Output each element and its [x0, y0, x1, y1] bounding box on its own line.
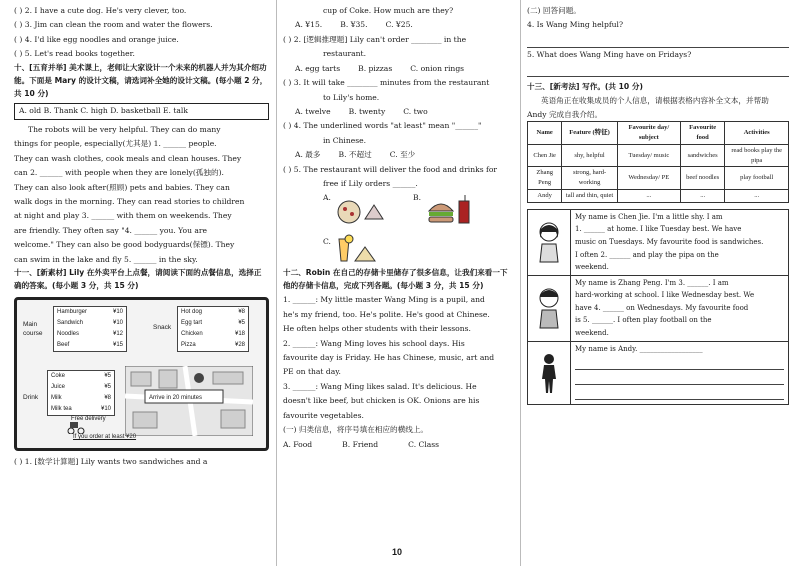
menu-item: Milk ¥8: [51, 394, 111, 401]
section-13-heading: 十三、[新考法] 写作。(共 10 分): [527, 82, 643, 92]
option: C. two: [403, 106, 428, 116]
q-line: ( ) 4. I'd like egg noodles and orange juice.: [14, 34, 179, 44]
self-intro-cards: [527, 209, 789, 405]
menu-item: Beef ¥15: [57, 341, 123, 348]
passage-line: things for people, especially(尤其是) 1. ______ people.: [14, 139, 217, 149]
options: [283, 18, 513, 32]
card-line: weekend.: [575, 263, 609, 272]
q-line: to Lily's home.: [323, 92, 380, 102]
menu-item: Milk tea ¥10: [51, 405, 111, 412]
option-a: A.: [323, 193, 331, 203]
answer-line[interactable]: [527, 33, 789, 48]
option: B. twenty: [348, 106, 386, 116]
card-line: music on Tuesdays. My favourite food is sandwiches.: [575, 237, 764, 246]
passage-line: 2. ______: Wang Ming loves his school days. His: [283, 338, 465, 348]
table-header: Favourite day/ subject: [617, 122, 680, 145]
q-line: restaurant.: [323, 49, 367, 59]
member-info-table: [527, 121, 789, 202]
subsection-heading: (二) 回答问题。: [527, 6, 581, 15]
section-10-heading: 十、[五育并举] 美术课上，老师让大家设计一个未来的机器人并为其介绍功能。下面是 Mary 的设计文稿，请选词补全她的设计文稿。(每小题 2 分，共 10 分): [14, 62, 268, 98]
table-header-row: [528, 122, 789, 145]
passage-line: welcome." They can also be good bodyguards(保镖). They: [14, 240, 235, 250]
options: [283, 105, 513, 119]
option: B. ¥35.: [340, 20, 368, 30]
option: B. Friend: [342, 439, 379, 449]
table-row: Chen Jie shy, helpful Tuesday/ music sandwiches read books play the pipa: [528, 144, 789, 167]
section-12-heading: 十二、Robin 在自己的存储卡里储存了很多信息，让我们来看一下他的存储卡信息，完成下列各题。(每小题 3 分，共 15 分): [283, 268, 508, 291]
passage-line: The robots will be very helpful. They can do many: [28, 124, 221, 134]
passage-line: he's my friend, too. He's polite. He's good at Chinese.: [283, 309, 490, 319]
card-line: I often 2. ______ and play the pipa on the: [575, 250, 719, 259]
card-line: hard-working at school. I like Wednesday best. We: [575, 291, 755, 300]
table-header: Feature (特征): [562, 122, 618, 145]
page-number: 10: [392, 547, 403, 557]
card-line: 1. ______ at home. I like Tuesday best. We have: [575, 225, 742, 234]
menu-item: Egg tart ¥5: [181, 319, 245, 326]
answer-line[interactable]: [527, 62, 789, 77]
options: [283, 148, 513, 162]
right-column: [527, 4, 789, 405]
writing-line[interactable]: [575, 355, 784, 370]
main-course-table: [53, 306, 127, 352]
pizza-and-sandwich-icon: [335, 199, 387, 225]
passage-line: He often helps other students with their lessons.: [283, 324, 471, 334]
card-line: My name is Andy. __________________: [575, 344, 703, 353]
food-options: [283, 191, 513, 267]
passage-line: favourite day is Friday. He has Chinese, music, art and: [283, 352, 495, 362]
middle-column: [283, 4, 513, 452]
q-line: ( ) 2. [逻辑推理题] Lily can't order ________ in the: [283, 34, 467, 44]
menu-item: Hot dog ¥8: [181, 308, 245, 315]
q-line: ( ) 5. The restaurant will deliver the food and drinks for: [283, 164, 498, 174]
girl-avatar-icon: [528, 210, 571, 275]
option: A. ¥15.: [295, 20, 323, 30]
left-column: [14, 4, 269, 469]
boy-avatar-icon: [528, 276, 571, 341]
snack-label: Snack: [153, 323, 172, 331]
takeout-menu: [14, 297, 269, 451]
card-andy: [528, 342, 788, 404]
option: C. Class: [408, 439, 440, 449]
q-line: ( ) 3. It will take ________ minutes from the restaurant: [283, 78, 490, 88]
menu-item: Pizza ¥28: [181, 341, 245, 348]
option: C. ¥25.: [385, 20, 413, 30]
section-13-instructions: 英语角正在收集成员的个人信息，请根据表格内容补全文本，并帮助 Andy 完成自我介绍。: [527, 96, 769, 119]
option: C. 至少: [389, 150, 416, 160]
passage-line: walk dogs in the morning. They can read stories to children: [14, 196, 245, 206]
card-line: My name is Chen Jie. I'm a little shy. I am: [575, 212, 723, 221]
writing-line[interactable]: [575, 370, 784, 385]
table-header: Activities: [725, 122, 789, 145]
option-b: B.: [413, 193, 421, 203]
card-zhang-peng: [528, 276, 788, 342]
order-minimum-text: If you order at least ¥20: [73, 433, 137, 440]
free-delivery-text: Free delivery: [71, 415, 106, 422]
passage-line: favourite vegetables.: [283, 410, 364, 420]
options: [283, 438, 513, 452]
juice-and-sandwich-icon: [335, 233, 379, 267]
table-row: Andy tall and thin, quiet ... ... ...: [528, 189, 789, 202]
passage-line: doesn't like beef, but chicken is OK. Onions are his: [283, 396, 480, 406]
option: A. 最多: [295, 150, 321, 160]
passage-line: They can wash clothes, cook meals and clean houses. They: [14, 153, 242, 163]
menu-item: Noodles ¥12: [57, 330, 123, 337]
question: 4. Is Wang Ming helpful?: [527, 20, 624, 30]
card-line: have 4. ______ on Wednesdays. My favourite food: [575, 303, 749, 312]
q-line: ( ) 3. Jim can clean the room and water the flowers.: [14, 20, 213, 30]
q-line: ( ) 2. I have a cute dog. He's very clever, too.: [14, 6, 187, 15]
person-silhouette-icon: [528, 342, 571, 404]
option: A. twelve: [295, 106, 331, 116]
passage-line: They can also look after(照顾) pets and babies. They can: [14, 182, 230, 192]
writing-line[interactable]: [575, 385, 784, 400]
question: 5. What does Wang Ming have on Fridays?: [527, 49, 692, 59]
arrive-text: Arrive in 20 minutes: [149, 394, 203, 401]
main-course-label: Main course: [23, 320, 43, 337]
card-line: weekend.: [575, 329, 609, 338]
option: C. onion rings: [410, 63, 465, 73]
word-bank: A. old B. Thank C. high D. basketball E. talk: [14, 103, 269, 119]
option: B. pizzas: [358, 63, 393, 73]
passage-line: are friendly. They often say "4. ______ you. You are: [14, 225, 208, 235]
menu-item: Coke ¥5: [51, 372, 111, 379]
table-row: Zhang Peng strong, hard-working Wednesday/ PE beef noodles play football: [528, 167, 789, 190]
passage-line: can 2. ______ with people when they are lonely(孤独的).: [14, 168, 224, 178]
menu-item: Juice ¥5: [51, 383, 111, 390]
q-line: ( ) 4. The underlined words "at least" mean "______": [283, 121, 482, 131]
q-line: ( ) 1. [数学计算题] Lily wants two sandwiches and a: [14, 456, 208, 466]
option: B. 不超过: [338, 150, 372, 160]
passage-line: 1. ______: My little master Wang Ming is a pupil, and: [283, 295, 485, 305]
options: [283, 62, 513, 76]
snack-table: [177, 306, 249, 352]
card-line: My name is Zhang Peng. I'm 3. ______. I am: [575, 278, 729, 287]
q-line: ( ) 5. Let's read books together.: [14, 49, 135, 59]
table-header: Name: [528, 122, 562, 145]
option: A. Food: [283, 439, 313, 449]
drink-table: [47, 370, 115, 416]
passage-line: PE on that day.: [283, 367, 341, 377]
passage-line: at night and play 3. ______ with them on weekends. They: [14, 211, 232, 221]
passage-line: 3. ______: Wang Ming likes salad. It's delicious. He: [283, 381, 477, 391]
card-chen-jie: [528, 210, 788, 276]
table-header: Favourite food: [680, 122, 725, 145]
q-line: cup of Coke. How much are they?: [323, 6, 454, 15]
robot-passage: [14, 123, 269, 267]
menu-item: Hamburger ¥10: [57, 308, 123, 315]
burger-and-coke-icon: [425, 195, 473, 227]
passage-line: can swim in the lake and fly 5. ______ in the sky.: [14, 254, 198, 264]
section-11-heading: 十一、[新素材] Lily 在外卖平台上点餐，请阅读下面的点餐信息，选择正确的答案。(每小题 3 分，共 15 分): [14, 268, 262, 290]
card-line: is 5. ______. I often play football on the: [575, 316, 712, 325]
q-line: in Chinese.: [323, 135, 367, 145]
q-line: free if Lily orders ______.: [323, 179, 418, 189]
option: A. egg tarts: [295, 63, 341, 73]
menu-item: Sandwich ¥10: [57, 319, 123, 326]
option-c: C.: [323, 237, 331, 247]
subsection-heading: (一) 归类信息，将序号填在相应的横线上。: [283, 425, 429, 435]
menu-item: Chicken ¥18: [181, 330, 245, 337]
drink-label: Drink: [23, 393, 39, 401]
